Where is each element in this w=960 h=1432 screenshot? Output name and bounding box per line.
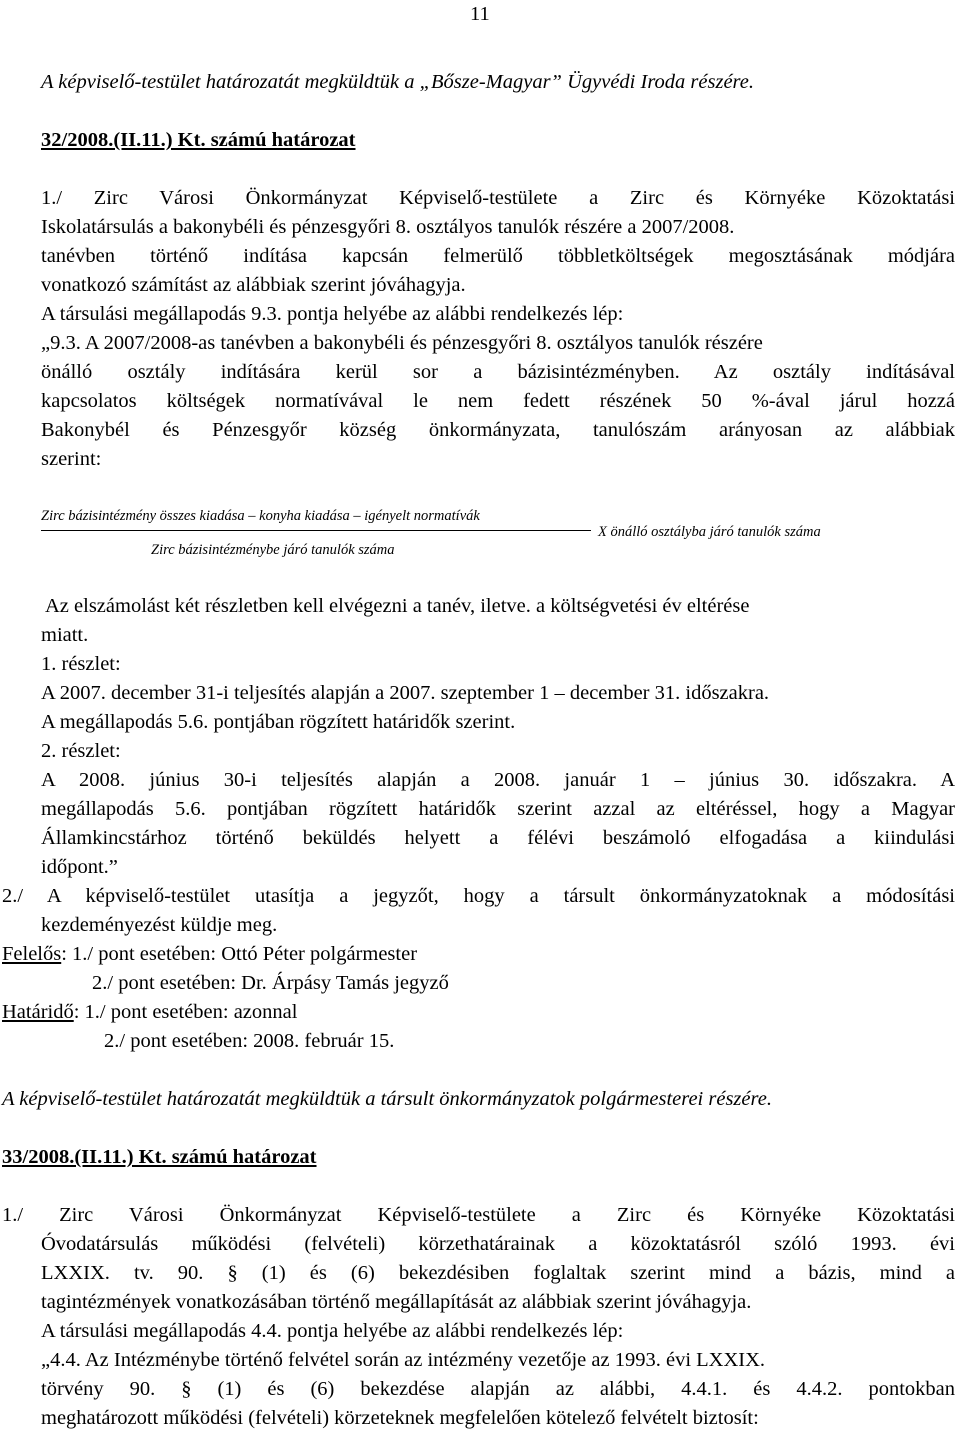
res32-p5-line: kezdeményezést küldje meg. <box>41 914 278 936</box>
page-number: 11 <box>470 3 490 25</box>
deadline-label: Határidő <box>2 1001 74 1023</box>
responsible-line-2: 2./ pont esetében: Dr. Árpásy Tamás jegyző <box>92 972 449 994</box>
responsible-line <box>2 942 916 966</box>
installment-2-label: 2. részlet: <box>41 740 121 762</box>
deadline-line-2: 2./ pont esetében: 2008. február 15. <box>104 1030 395 1052</box>
intro-line: A képviselő-testület határozatát megküldtük a „Bősze-Magyar” Ügyvédi Iroda részére. <box>41 71 754 93</box>
deadline-line <box>2 1000 916 1024</box>
res32-provision-line: kapcsolatos költségek normatívával le nem fedett részének 50 %-ával járul hozzá <box>41 390 955 412</box>
res32-amendment-intro: A társulási megállapodás 9.3. pontja helyébe az alábbi rendelkezés lép: <box>41 303 624 325</box>
installment-1-label: 1. részlet: <box>41 653 121 675</box>
res32-sent-line: A képviselő-testület határozatát megküldtük a társult önkormányzatok polgármesterei részére. <box>2 1088 772 1110</box>
res32-p1-line: 1./ Zirc Városi Önkormányzat Képviselő-testülete a Zirc és Környéke Közoktatási <box>41 187 955 209</box>
res32-p5-line: 2./ A képviselő-testület utasítja a jegyzőt, hogy a társult önkormányzatoknak a módosítási <box>2 885 955 907</box>
res32-provision-line: „9.3. A 2007/2008-as tanévben a bakonybéli és pénzesgyőri 8. osztályos tanulók részére <box>41 332 763 354</box>
res33-provision-line: törvény 90. § (1) és (6) bekezdése alapján az alábbi, 4.4.1. és 4.4.2. pontokban <box>41 1378 955 1400</box>
formula-denominator: Zirc bázisintézménybe járó tanulók száma <box>151 542 395 558</box>
installment-2-line: megállapodás 5.6. pontjában rögzített határidők szerint azzal az eltéréssel, hogy a Magyar <box>41 798 955 820</box>
res33-p1-line: LXXIX. tv. 90. § (1) és (6) bekezdésiben foglaltak szerint mind a bázis, mind a <box>41 1262 955 1284</box>
installment-2-line: Államkincstárhoz történő beküldés helyett a félévi beszámoló elfogadása a kiindulási <box>41 827 955 849</box>
formula-multiplier: X önálló osztályba járó tanulók száma <box>598 524 821 540</box>
formula-fraction-bar <box>41 530 591 531</box>
installment-1-line: A megállapodás 5.6. pontjában rögzített határidők szerint. <box>41 711 516 733</box>
resolution-33-title: 33/2008.(II.11.) Kt. számú határozat <box>2 1146 317 1168</box>
res32-provision-line: önálló osztály indítására kerül sor a bázisintézményben. Az osztály indításával <box>41 361 955 383</box>
res32-provision-line: Bakonybél és Pénzesgyőr község önkormányzata, tanulószám arányosan az alábbiak <box>41 419 955 441</box>
res33-p1-line: 1./ Zirc Városi Önkormányzat Képviselő-testülete a Zirc és Környéke Közoktatási <box>2 1204 955 1226</box>
resolution-32-title: 32/2008.(II.11.) Kt. számú határozat <box>41 129 356 151</box>
installment-1-line: A 2007. december 31-i teljesítés alapján a 2007. szeptember 1 – december 31. időszakra. <box>41 682 770 704</box>
installment-2-line: A 2008. június 30-i teljesítés alapján a 2008. január 1 – június 30. időszakra. A <box>41 769 955 791</box>
res33-provision-line: meghatározott működési (felvételi) körzeteknek megfelelően kötelező felvételt biztosít: <box>41 1407 759 1429</box>
res32-p1-line: Iskolatársulás a bakonybéli és pénzesgyőri 8. osztályos tanulók részére a 2007/2008. <box>41 216 735 238</box>
res33-p1-line: Óvodatársulás működési (felvételi) körzethatárainak a közoktatásról szóló 1993. évi <box>41 1233 955 1255</box>
res32-p1-line: vonatkozó számítást az alábbiak szerint jóváhagyja. <box>41 274 466 296</box>
res32-settlement-line: Az elszámolást két részletben kell elvégezni a tanév, iletve. a költségvetési év eltérése <box>41 595 750 617</box>
res33-p1-line: tagintézmények vonatkozásában történő megállapítását az alábbiak szerint jóváhagyja. <box>41 1291 752 1313</box>
responsible-label: Felelős <box>2 943 62 965</box>
deadline-text: : 1./ pont esetében: azonnal <box>73 1001 298 1023</box>
formula-numerator: Zirc bázisintézmény összes kiadása – konyha kiadása – igényelt normatívák <box>41 508 480 524</box>
res32-p1-line: tanévben történő indítása kapcsán felmerülő többletköltségek megosztásának módjára <box>41 245 955 267</box>
res32-provision-line: szerint: <box>41 448 102 470</box>
installment-2-line: időpont.” <box>41 856 118 878</box>
res33-amendment-intro: A társulási megállapodás 4.4. pontja helyébe az alábbi rendelkezés lép: <box>41 1320 624 1342</box>
res33-provision-line: „4.4. Az Intézménybe történő felvétel során az intézmény vezetője az 1993. évi LXXIX. <box>41 1349 766 1371</box>
res32-settlement-line: miatt. <box>41 624 89 646</box>
responsible-text: : 1./ pont esetében: Ottó Péter polgármester <box>61 943 418 965</box>
